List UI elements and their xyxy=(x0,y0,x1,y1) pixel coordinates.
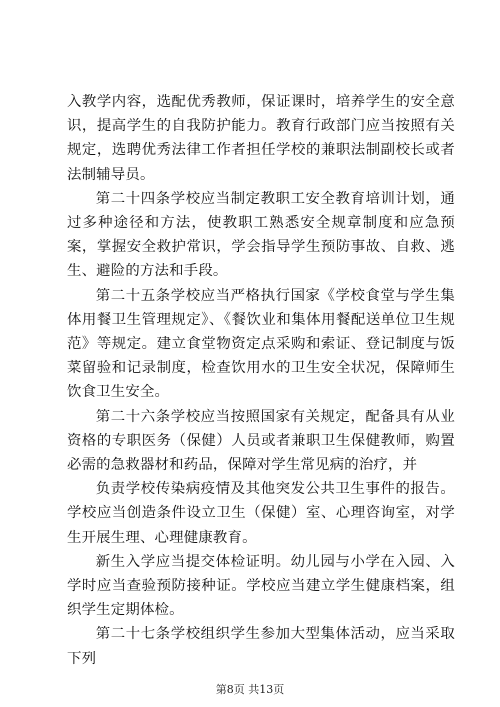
body-text xyxy=(67,90,455,671)
paragraph-article-25: 第二十五条学校应当严格执行国家《学校食堂与学生集体用餐卫生管理规定》、《餐饮业和集体用餐配送单位卫生规范》等规定。建立食堂物资定点采购和索证、登记制度与饭菜留验和记录制度，检查饮用水的卫生安全状况，保障师生饮食卫生安全。 xyxy=(67,287,455,401)
page-number-footer: 第8页 共13页 xyxy=(215,683,285,696)
paragraph-epidemic-report: 负责学校传染病疫情及其他突发公共卫生事件的报告。学校应当创造条件设立卫生（保健）室、心理咨询室，对学生开展生理、心理健康教育。 xyxy=(67,481,455,546)
paragraph-article-24: 第二十四条学校应当制定教职工安全教育培训计划，通过多种途径和方法，使教职工熟悉安全规章制度和应急预案，掌握安全救护常识，学会指导学生预防事故、自救、逃生、避险的方法和手段。 xyxy=(67,190,455,280)
paragraph-article-26: 第二十六条学校应当按照国家有关规定，配备具有从业资格的专职医务（保健）人员或者兼职卫生保健教师，购置必需的急救器材和药品，保障对学生常见病的治疗，并 xyxy=(67,408,455,474)
paragraph-new-students: 新生入学应当提交体检证明。幼儿园与小学在入园、入学时应当查验预防接种证。学校应当建立学生健康档案，组织学生定期体检。 xyxy=(67,553,455,619)
paragraph-continuation: 入教学内容，选配优秀教师，保证课时，培养学生的安全意识，提高学生的自我防护能力。教育行政部门应当按照有关规定，选聘优秀法律工作者担任学校的兼职法制副校长或者法制辅导员。 xyxy=(67,94,455,183)
paragraph-article-27: 第二十七条学校组织学生参加大型集体活动，应当采取下列 xyxy=(67,626,455,667)
